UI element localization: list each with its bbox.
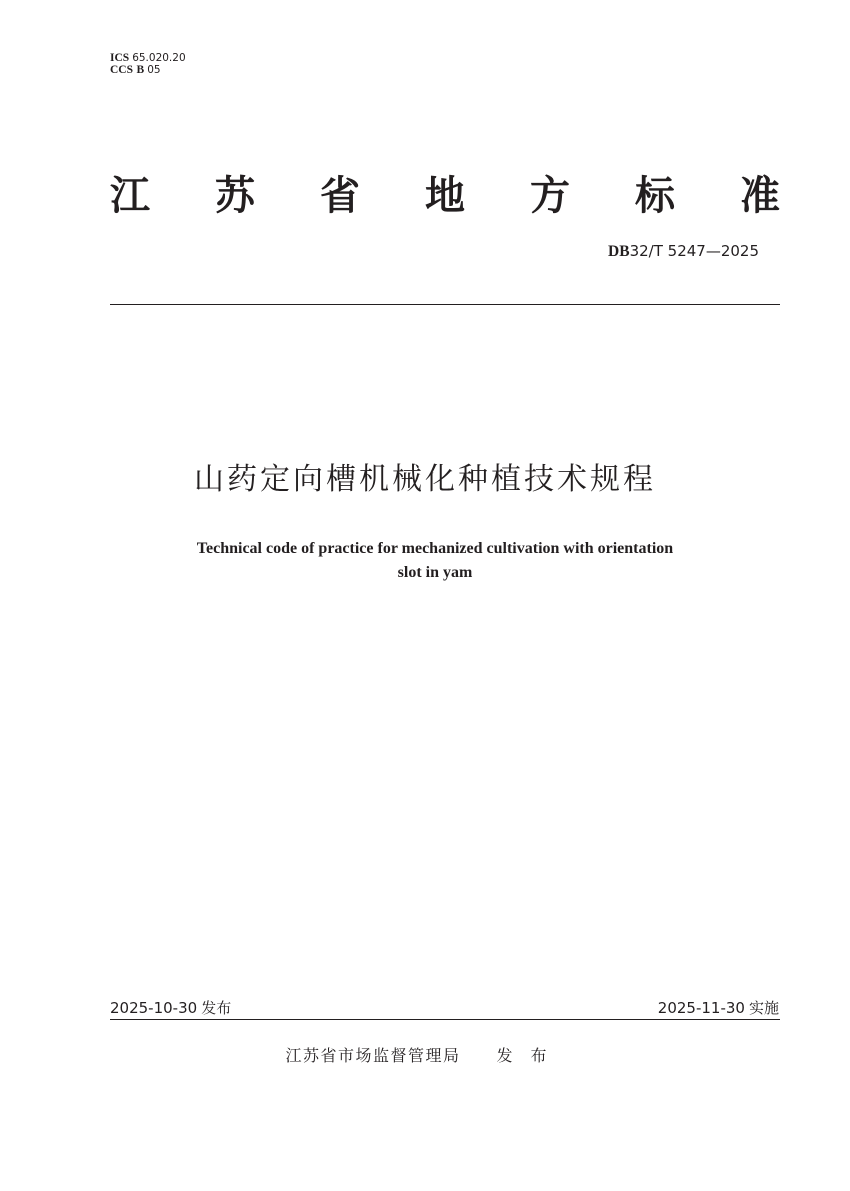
document-title-chinese: 山药定向槽机械化种植技术规程: [194, 462, 656, 497]
ccs-letter: B: [136, 64, 145, 76]
ics-label: ICS: [110, 52, 130, 64]
heading-char: 江: [110, 173, 150, 219]
implementation-date-word: 实施: [748, 999, 779, 1017]
ics-value: 65.020.20: [132, 52, 186, 64]
heading-char: 省: [320, 173, 360, 219]
ics-code: [110, 52, 186, 64]
english-title-line-1: Technical code of practice for mechanized cultivation with orientation: [196, 540, 674, 557]
standard-number-value: 32/T 5247—2025: [629, 242, 759, 260]
document-title-english: [125, 537, 745, 585]
issuer-organization: 江苏省市场监督管理局: [285, 1046, 461, 1065]
heading-char: 地: [425, 173, 465, 219]
top-divider: [110, 304, 780, 305]
ccs-label: CCS: [110, 64, 134, 76]
implementation-date-value: 2025-11-30: [657, 999, 745, 1017]
heading-char: 准: [740, 173, 780, 219]
heading-char: 标: [635, 173, 675, 219]
issue-date-value: 2025-10-30: [110, 999, 198, 1017]
issuer-action: 发布: [496, 1046, 565, 1065]
heading-char: 方: [530, 173, 570, 219]
issuing-authority: [0, 1045, 850, 1067]
issue-date: [110, 998, 231, 1018]
heading-char: 苏: [215, 173, 255, 219]
implementation-date: [658, 998, 779, 1018]
standard-number-prefix: DB: [608, 243, 630, 260]
standard-number: [608, 242, 759, 261]
ccs-value: 05: [147, 64, 161, 76]
ccs-code: [110, 64, 161, 76]
bottom-divider: [110, 1019, 780, 1020]
issue-date-word: 发布: [201, 999, 232, 1017]
english-title-line-2: slot in yam: [397, 564, 473, 581]
standard-type-heading: [110, 166, 780, 226]
